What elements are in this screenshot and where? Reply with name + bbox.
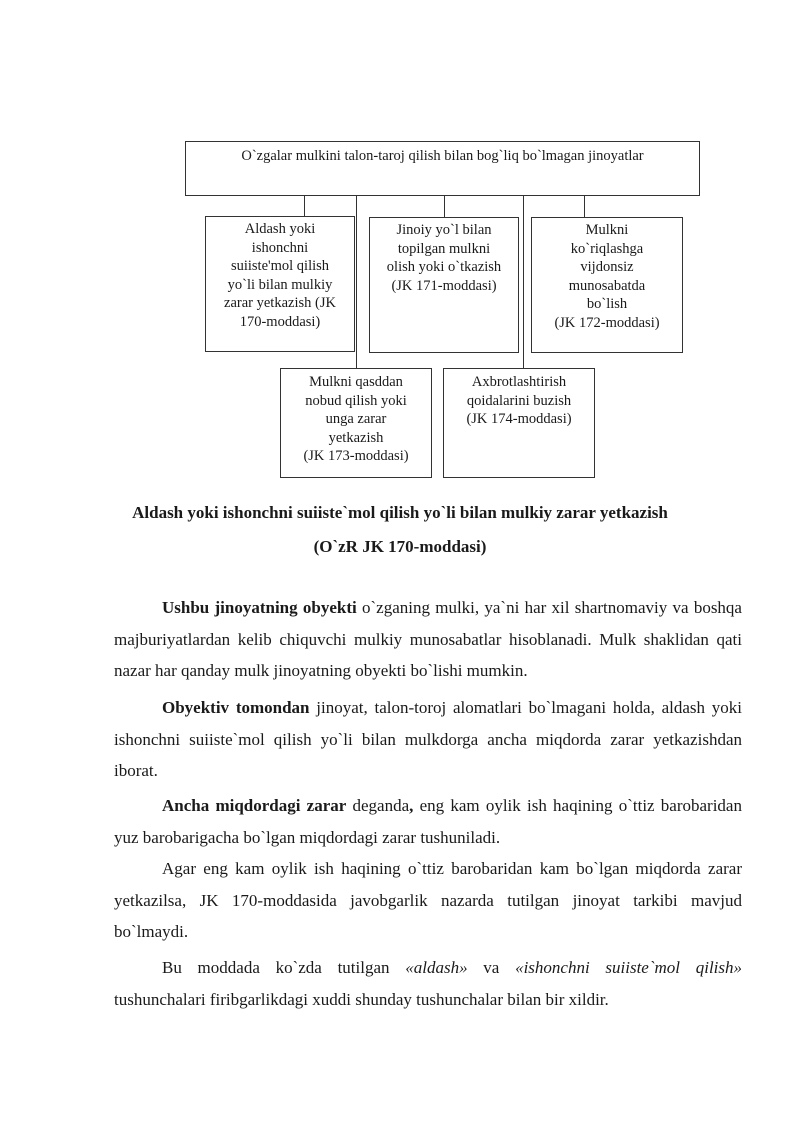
term-objective-side: Obyektiv tomondan — [162, 698, 310, 717]
box-173-line: unga zarar — [325, 411, 387, 427]
term-deception: «aldash» — [405, 958, 468, 977]
paragraph-objective-side — [114, 692, 742, 787]
box-173-line: (JK 173-moddasi) — [303, 448, 409, 464]
section-heading-line-1: Aldash yoki ishonchni suiiste`mol qilish yo`li bilan mulkiy zarar yetkazish — [132, 503, 668, 522]
box-170-line: suiiste'mol qilish — [230, 258, 330, 274]
box-170-line: zarar yetkazish (JK — [224, 295, 336, 311]
box-171-line: olish yoki o`tkazish — [386, 259, 502, 275]
paragraph-text: tushunchalari firibgarlikdagi xuddi shunday tushunchalar bilan bir xildir. — [114, 989, 609, 1009]
paragraph-text: Agar eng kam oylik ish haqining o`ttiz barobaridan kam bo`lgan miqdorda zarar yetkazilsa, JK 170-moddasida javobgarlik nazarda tutilgan jinoyat tarkibi mavjud bo`lmaydi. — [114, 859, 742, 941]
box-173-line: nobud qilish yoki — [305, 392, 407, 409]
diagram-top-box — [185, 141, 700, 196]
box-173-line: yetkazish — [328, 429, 384, 446]
box-170-line: yo`li bilan mulkiy — [227, 276, 333, 293]
paragraph-significant-damage — [114, 790, 742, 853]
box-172-line: bo`lish — [586, 296, 628, 312]
box-171-line: topilgan mulkni — [397, 240, 491, 257]
connector-3 — [584, 196, 585, 217]
paragraph-text: jinoyat, talon-toroj alomatlari bo`lmagani holda, aldash yoki ishonchni suiiste`mol qilish yo`li bilan mulkdorga ancha miqdorda zarar yetkazishdan iborat. — [114, 698, 742, 780]
box-173-line: Mulkni qasddan — [309, 374, 403, 390]
diagram-box-171 — [369, 217, 519, 353]
diagram-box-174 — [443, 368, 595, 478]
box-172-line: Mulkni — [585, 222, 629, 238]
box-174-line: Axbrotlashtirish — [471, 374, 567, 390]
box-172-line: munosabatda — [568, 277, 646, 294]
box-172-line: vijdonsiz — [580, 259, 634, 275]
diagram-top-label: O`zgalar mulkini talon-taroj qilish bilan bog`liq bo`lmagan jinoyatlar — [241, 148, 644, 164]
paragraph-object — [114, 592, 742, 687]
paragraph-text: Bu moddada ko`zda tutilgan — [162, 958, 406, 977]
diagram-box-170 — [205, 216, 355, 352]
paragraph-text: eng kam oylik ish haqining o`ttiz barobaridan yuz barobarigacha bo`lgan miqdordagi zarar tushuniladi. — [114, 796, 742, 847]
box-170-line: 170-moddasi) — [239, 313, 321, 330]
paragraph-concepts — [114, 952, 742, 1015]
box-170-line: ishonchni — [251, 239, 309, 256]
connector-right-vertical — [523, 196, 524, 368]
term-breach-of-trust: «ishonchni suiiste`mol qilish» — [515, 958, 743, 977]
paragraph-text: deganda — [346, 796, 410, 815]
box-172-line: ko`riqlashga — [570, 240, 644, 257]
connector-1 — [304, 196, 305, 217]
box-174-line: (JK 174-moddasi) — [466, 411, 572, 427]
term-significant-damage: Ancha miqdordagi zarar — [162, 796, 347, 815]
box-171-line: (JK 171-moddasi) — [391, 277, 497, 294]
diagram-box-172 — [531, 217, 683, 353]
paragraph-text: , — [409, 796, 414, 815]
diagram-box-173 — [280, 368, 432, 478]
box-172-line: (JK 172-moddasi) — [554, 314, 660, 331]
box-174-line: qoidalarini buzish — [466, 392, 572, 409]
connector-main — [444, 196, 445, 217]
section-heading-line-2: (O`zR JK 170-moddasi) — [313, 537, 487, 556]
paragraph-text: va — [467, 958, 516, 977]
box-171-line: Jinoiy yo`l bilan — [396, 222, 492, 238]
term-object: Ushbu jinoyatning obyekti — [162, 598, 357, 617]
paragraph-text: o`zganing mulki, ya`ni har xil shartnomaviy va boshqa majburiyatlardan kelib chiquvchi mulkiy munosabatlar hisoblanadi. Mulk shaklidan qati nazar har qanday mulk jinoyatning obyekti bo`lishi mumkin. — [114, 598, 742, 680]
connector-left-vertical — [356, 196, 357, 368]
paragraph-less-damage — [114, 853, 742, 948]
box-170-line: Aldash yoki — [244, 221, 316, 237]
